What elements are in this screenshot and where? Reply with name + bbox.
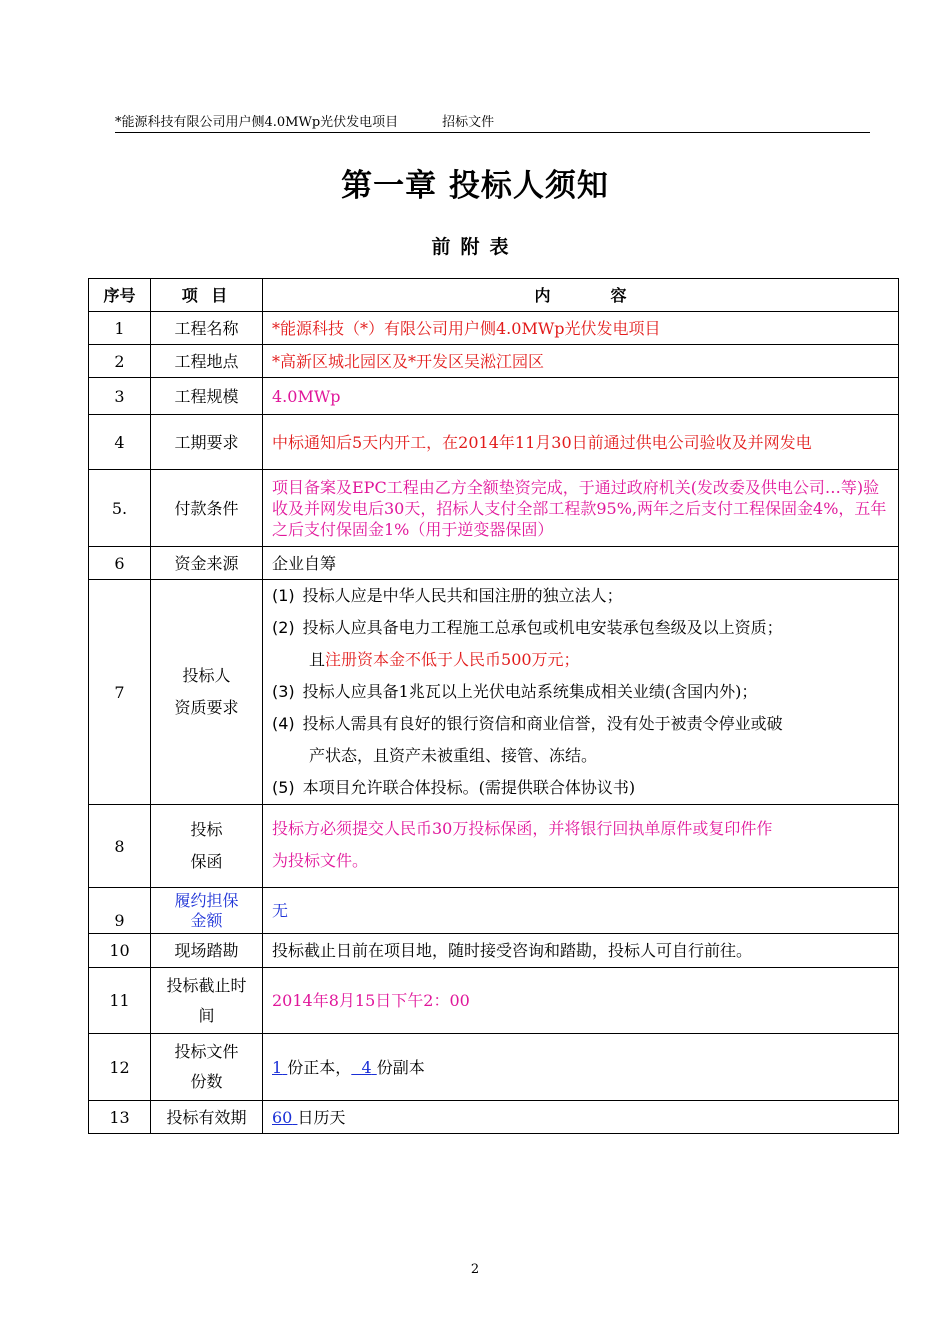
row-num: 6 [89, 547, 151, 580]
row-item [151, 805, 263, 888]
row-num: 2 [89, 345, 151, 378]
list-item: (5) 本项目允许联合体投标。(需提供联合体协议书) [272, 778, 636, 797]
list-item: (3) 投标人应具备1兆瓦以上光伏电站系统集成相关业绩(含国内外)； [272, 682, 758, 701]
row-item-line: 间 [198, 1005, 215, 1025]
header-num: 序号 [89, 279, 151, 312]
row-content: 2014年8月15日下午2：00 [263, 968, 899, 1034]
row-item: 资金来源 [151, 547, 263, 580]
row-item-line: 保函 [190, 852, 223, 871]
row-content [263, 1101, 899, 1134]
row-content: 无 [263, 888, 899, 934]
row-num: 8 [89, 805, 151, 888]
list-item-continuation: 且注册资本金不低于人民币500万元； [309, 650, 580, 669]
row-item [151, 968, 263, 1034]
row-item [151, 888, 263, 934]
row-num: 10 [89, 934, 151, 968]
list-item: (1) 投标人应是中华人民共和国注册的独立法人； [272, 586, 623, 605]
table-row [89, 580, 899, 805]
row-content: *能源科技（*）有限公司用户侧4.0MWp光伏发电项目 [263, 312, 899, 345]
row-item-line: 份数 [190, 1072, 223, 1091]
table-row [89, 968, 899, 1034]
copy-count: 4 [361, 1057, 372, 1077]
row-item [151, 580, 263, 805]
row-item: 工程名称 [151, 312, 263, 345]
row-item-line: 投标人 [182, 666, 231, 685]
table-row [89, 1034, 899, 1101]
table-title: 前附表 [431, 236, 519, 258]
row-num: 3 [89, 378, 151, 415]
original-count: 1 [272, 1057, 283, 1077]
table-row [89, 888, 899, 934]
row-content: 项目备案及EPC工程由乙方全额垫资完成，于通过政府机关(发改委及供电公司…等)验收及并网发电后30天，招标人支付全部工程款95%,两年之后支付工程保固金4%，五年之后支付保固金1%（用于逆变器保固） [263, 470, 899, 547]
header-doc-title: *能源科技有限公司用户侧4.0MWp光伏发电项目 [115, 115, 399, 130]
row-num: 9 [89, 888, 151, 934]
row-item: 工期要求 [151, 415, 263, 470]
bid-instructions-table [88, 278, 899, 1134]
row-item-line: 投标文件 [174, 1042, 239, 1061]
row-content [263, 805, 899, 888]
table-row [89, 378, 899, 415]
row-content [263, 1034, 899, 1101]
row-item-line: 履约担保 [174, 890, 239, 910]
table-row [89, 312, 899, 345]
table-row [89, 934, 899, 968]
row-num: 5. [89, 470, 151, 547]
header-item: 项 目 [151, 279, 263, 312]
row-item: 工程地点 [151, 345, 263, 378]
row-content: 企业自筹 [263, 547, 899, 580]
row-item-line: 投标 [190, 820, 223, 839]
table-row [89, 805, 899, 888]
chapter-title: 第一章 投标人须知 [341, 168, 609, 204]
row-content: 4.0MWp [263, 378, 899, 415]
validity-label: 日历天 [297, 1107, 346, 1127]
table-row [89, 470, 899, 547]
list-item-continuation: 产状态，且资产未被重组、接管、冻结。 [309, 746, 598, 765]
header-doc-type: 招标文件 [442, 115, 495, 130]
page-header [115, 113, 870, 133]
table-row [89, 547, 899, 580]
row-content-line: 为投标文件。 [272, 851, 369, 870]
header-content: 内容 [263, 279, 899, 312]
original-label: 份正本， [287, 1057, 352, 1077]
row-num: 11 [89, 968, 151, 1034]
row-item [151, 1034, 263, 1101]
row-item: 工程规模 [151, 378, 263, 415]
row-num: 13 [89, 1101, 151, 1134]
row-content: 投标截止日前在项目地，随时接受咨询和踏勘，投标人可自行前往。 [263, 934, 899, 968]
row-content: *高新区城北园区及*开发区吴淞江园区 [263, 345, 899, 378]
table-row [89, 345, 899, 378]
page-number: 2 [470, 1262, 480, 1277]
row-num: 4 [89, 415, 151, 470]
table-header-row [89, 279, 899, 312]
table-row [89, 1101, 899, 1134]
row-item-line: 金额 [190, 910, 223, 930]
row-item-line: 投标截止时 [166, 975, 247, 995]
list-item: (2) 投标人应具备电力工程施工总承包或机电安装承包叁级及以上资质； [272, 618, 783, 637]
row-item: 付款条件 [151, 470, 263, 547]
qualification-list [263, 580, 899, 805]
row-num: 7 [89, 580, 151, 805]
row-num: 12 [89, 1034, 151, 1101]
row-content: 中标通知后5天内开工，在2014年11月30日前通过供电公司验收及并网发电 [263, 415, 899, 470]
row-item-line: 资质要求 [174, 698, 239, 717]
validity-days: 60 [272, 1107, 293, 1127]
table-row [89, 415, 899, 470]
row-item: 现场踏勘 [151, 934, 263, 968]
copy-label: 份副本 [376, 1057, 425, 1077]
list-item: (4) 投标人需具有良好的银行资信和商业信誉，没有处于被责令停业或破 [272, 714, 783, 733]
row-content-line: 投标方必须提交人民币30万投标保函，并将银行回执单原件或复印件作 [272, 819, 773, 838]
row-num: 1 [89, 312, 151, 345]
row-item: 投标有效期 [151, 1101, 263, 1134]
